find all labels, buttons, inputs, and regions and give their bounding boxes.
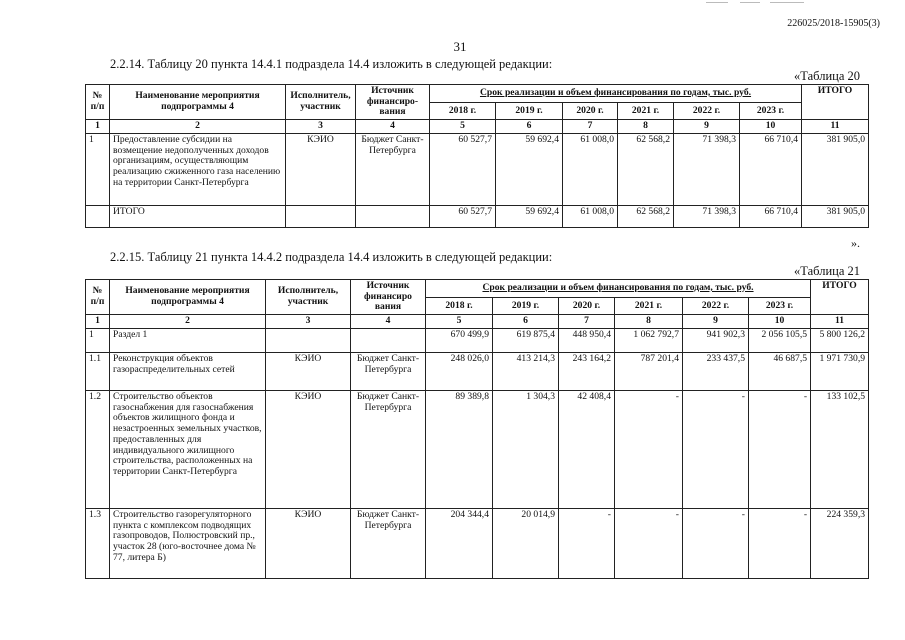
header-year: 2022 г. [683, 297, 749, 315]
column-number: 9 [683, 315, 749, 329]
row-number: 1 [86, 133, 110, 205]
row-value: 233 437,5 [683, 352, 749, 390]
row-number [86, 205, 110, 227]
row-value: 448 950,4 [559, 328, 615, 352]
row-value: 71 398,3 [674, 133, 740, 205]
row-number: 1.2 [86, 390, 110, 508]
row-value: - [615, 508, 683, 578]
row-executor [266, 328, 351, 352]
row-value: - [749, 390, 811, 508]
row-value: 59 692,4 [496, 205, 563, 227]
row-name: Реконструкция объектов газораспределительных сетей [110, 352, 266, 390]
row-source: Бюджет Санкт-Петербурга [351, 508, 426, 578]
header-year: 2019 г. [493, 297, 559, 315]
document-id: 226025/2018-15905(3) [787, 18, 880, 29]
top-edge-mark [740, 2, 760, 3]
row-value: - [683, 508, 749, 578]
column-number: 5 [426, 315, 493, 329]
row-name: Раздел 1 [110, 328, 266, 352]
row-total: 381 905,0 [802, 205, 869, 227]
column-number: 2 [110, 315, 266, 329]
table-row [86, 508, 869, 578]
header-year: 2021 г. [615, 297, 683, 315]
column-number: 10 [740, 120, 802, 134]
row-name: Строительство объектов газоснабжения для газоснабжения объектов жилищного фонда и незастроенных земельных участков, предоставленных для индивидуального жилищного строительства, расположенных на территории Санкт-Петербурга [110, 390, 266, 508]
column-number: 8 [618, 120, 674, 134]
paragraph-2-2-15: 2.2.15. Таблицу 21 пункта 14.4.2 подраздела 14.4 изложить в следующей редакции: [110, 250, 553, 264]
row-value: 1 304,3 [493, 390, 559, 508]
row-value: 2 056 105,5 [749, 328, 811, 352]
row-value: - [683, 390, 749, 508]
header-year: 2018 г. [426, 297, 493, 315]
table-row [86, 328, 869, 352]
table-20 [85, 84, 869, 228]
table-20-closing-mark: ». [851, 236, 860, 250]
header-executor: Исполнитель, участник [266, 280, 351, 315]
row-source: Бюджет Санкт-Петербурга [356, 133, 430, 205]
row-value: 71 398,3 [674, 205, 740, 227]
header-period: Срок реализации и объем финансирования по годам, тыс. руб. [426, 280, 811, 298]
column-number: 4 [351, 315, 426, 329]
row-value: 20 014,9 [493, 508, 559, 578]
column-number: 7 [559, 315, 615, 329]
header-year: 2022 г. [674, 102, 740, 120]
row-source [356, 205, 430, 227]
top-edge-mark [706, 2, 728, 3]
row-number: 1.1 [86, 352, 110, 390]
column-number: 4 [356, 120, 430, 134]
row-executor: КЭИО [266, 352, 351, 390]
page-number: 31 [453, 39, 467, 54]
row-value: 62 568,2 [618, 133, 674, 205]
row-source [351, 328, 426, 352]
column-number-row [86, 315, 869, 329]
row-value: 62 568,2 [618, 205, 674, 227]
row-total: 381 905,0 [802, 133, 869, 205]
column-number-row [86, 120, 869, 134]
header-num: № п/п [86, 280, 110, 315]
row-value: - [559, 508, 615, 578]
row-value: 60 527,7 [430, 205, 496, 227]
column-number: 5 [430, 120, 496, 134]
row-value: 66 710,4 [740, 133, 802, 205]
row-name: Строительство газорегуляторного пункта с комплексом подводящих газопроводов, Полюстровский пр., участок 28 (юго-восточнее дома № 77, литера Б) [110, 508, 266, 578]
table-row [86, 133, 869, 205]
header-year: 2021 г. [618, 102, 674, 120]
row-value: 46 687,5 [749, 352, 811, 390]
row-number: 1 [86, 328, 110, 352]
column-number: 10 [749, 315, 811, 329]
column-number: 11 [811, 315, 869, 329]
table-21 [85, 279, 869, 579]
row-value: 204 344,4 [426, 508, 493, 578]
header-source: Источник финансиро-вания [356, 85, 430, 120]
table-row [86, 352, 869, 390]
row-value: 941 902,3 [683, 328, 749, 352]
row-value: 66 710,4 [740, 205, 802, 227]
column-number: 2 [110, 120, 286, 134]
row-value: 42 408,4 [559, 390, 615, 508]
header-year: 2020 г. [563, 102, 618, 120]
row-source: Бюджет Санкт-Петербурга [351, 352, 426, 390]
row-value: - [749, 508, 811, 578]
row-value: 787 201,4 [615, 352, 683, 390]
header-name: Наименование мероприятия подпрограммы 4 [110, 280, 266, 315]
row-executor: КЭИО [266, 390, 351, 508]
header-executor: Исполнитель, участник [286, 85, 356, 120]
table-total-row [86, 205, 869, 227]
header-year: 2020 г. [559, 297, 615, 315]
column-number: 1 [86, 315, 110, 329]
table-21-label: «Таблица 21 [794, 264, 860, 278]
row-value: 61 008,0 [563, 133, 618, 205]
row-value: 61 008,0 [563, 205, 618, 227]
column-number: 8 [615, 315, 683, 329]
row-executor: КЭИО [266, 508, 351, 578]
row-value: 60 527,7 [430, 133, 496, 205]
top-edge-mark [770, 2, 804, 3]
column-number: 6 [496, 120, 563, 134]
row-total: 5 800 126,2 [811, 328, 869, 352]
row-value: 1 062 792,7 [615, 328, 683, 352]
header-year: 2023 г. [740, 102, 802, 120]
row-name: ИТОГО [110, 205, 286, 227]
column-number: 7 [563, 120, 618, 134]
row-total: 1 971 730,9 [811, 352, 869, 390]
header-num: № п/п [86, 85, 110, 120]
row-source: Бюджет Санкт-Петербурга [351, 390, 426, 508]
column-number: 6 [493, 315, 559, 329]
row-value: 670 499,9 [426, 328, 493, 352]
row-total: 224 359,3 [811, 508, 869, 578]
column-number: 11 [802, 120, 869, 134]
header-year: 2023 г. [749, 297, 811, 315]
column-number: 3 [266, 315, 351, 329]
row-value: - [615, 390, 683, 508]
column-number: 3 [286, 120, 356, 134]
column-number: 9 [674, 120, 740, 134]
header-year: 2019 г. [496, 102, 563, 120]
row-value: 59 692,4 [496, 133, 563, 205]
header-total: ИТОГО [811, 280, 869, 315]
table-row [86, 390, 869, 508]
row-value: 619 875,4 [493, 328, 559, 352]
paragraph-2-2-14: 2.2.14. Таблицу 20 пункта 14.4.1 подраздела 14.4 изложить в следующей редакции: [110, 57, 553, 71]
row-number: 1.3 [86, 508, 110, 578]
header-name: Наименование мероприятия подпрограммы 4 [110, 85, 286, 120]
row-value: 413 214,3 [493, 352, 559, 390]
row-total: 133 102,5 [811, 390, 869, 508]
row-executor [286, 205, 356, 227]
row-value: 89 389,8 [426, 390, 493, 508]
header-year: 2018 г. [430, 102, 496, 120]
row-value: 248 026,0 [426, 352, 493, 390]
header-total: ИТОГО [802, 85, 869, 120]
row-name: Предоставление субсидии на возмещение недополученных доходов организациям, осуществляющим реализацию сжиженного газа населению на территории Санкт-Петербурга [110, 133, 286, 205]
header-period: Срок реализации и объем финансирования по годам, тыс. руб. [430, 85, 802, 103]
row-value: 243 164,2 [559, 352, 615, 390]
column-number: 1 [86, 120, 110, 134]
row-executor: КЭИО [286, 133, 356, 205]
header-source: Источник финансиро вания [351, 280, 426, 315]
table-20-label: «Таблица 20 [794, 69, 860, 83]
